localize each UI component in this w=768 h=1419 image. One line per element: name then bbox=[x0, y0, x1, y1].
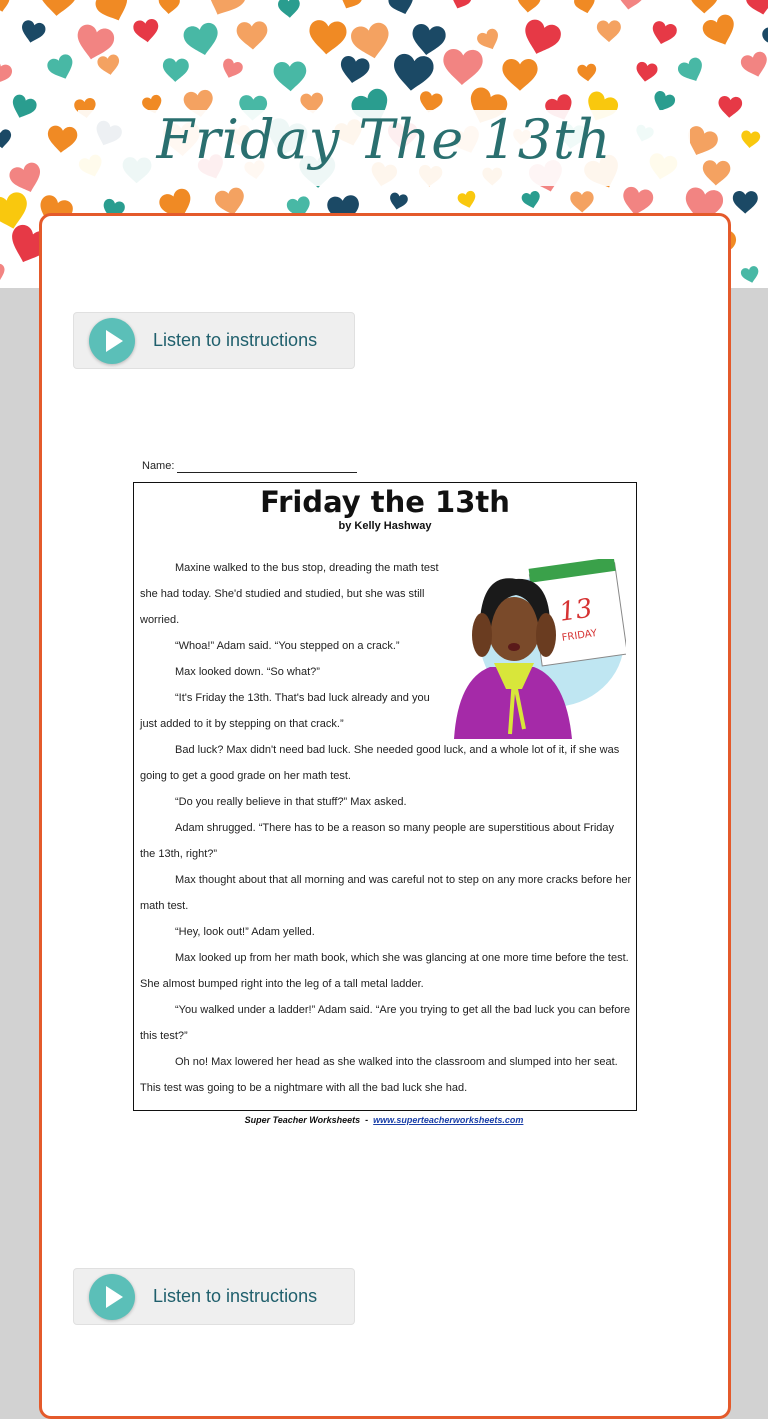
heart-icon bbox=[45, 52, 77, 83]
heart-icon bbox=[388, 192, 409, 212]
listen-instructions-button[interactable] bbox=[73, 312, 355, 369]
heart-icon bbox=[519, 17, 563, 59]
heart-icon bbox=[387, 0, 418, 18]
story-paragraph: “Whoa!” Adam said. “You stepped on a crack.” bbox=[140, 633, 440, 659]
heart-icon bbox=[19, 19, 47, 45]
heart-icon bbox=[349, 21, 393, 62]
calendar-day: FRIDAY bbox=[561, 628, 598, 644]
heart-icon bbox=[236, 21, 268, 50]
heart-icon bbox=[516, 0, 541, 14]
story-paragraph: “Do you really believe in that stuff?” Max asked. bbox=[140, 789, 632, 815]
heart-icon bbox=[457, 190, 479, 210]
heart-icon bbox=[200, 0, 249, 22]
play-icon[interactable] bbox=[89, 1274, 135, 1320]
heart-icon bbox=[0, 0, 12, 14]
story-paragraph: Max looked up from her math book, which she was glancing at one more time before the test. She almost bumped right into the leg of a tall metal ladder. bbox=[140, 945, 632, 997]
story-text bbox=[140, 555, 632, 1101]
heart-icon bbox=[38, 0, 78, 17]
heart-icon bbox=[502, 59, 537, 91]
worksheet-footer bbox=[133, 1115, 635, 1125]
heart-icon bbox=[570, 191, 594, 213]
heart-icon bbox=[336, 0, 364, 13]
heart-icon bbox=[448, 0, 473, 12]
heart-icon bbox=[615, 0, 645, 12]
heart-icon bbox=[0, 262, 8, 285]
heart-icon bbox=[133, 18, 161, 43]
story-paragraph: Oh no! Max lowered her head as she walked into the classroom and slumped into her seat. This test was going to be a nightmare with all the bad luck she had. bbox=[140, 1049, 632, 1101]
heart-icon bbox=[391, 53, 435, 93]
story-paragraph: Maxine walked to the bus stop, dreading the math test she had today. She'd studied and studied, but she was still worried. bbox=[140, 555, 440, 633]
heart-icon bbox=[93, 0, 134, 26]
listen-instructions-button[interactable] bbox=[73, 1268, 355, 1325]
play-icon[interactable] bbox=[89, 318, 135, 364]
heart-icon bbox=[162, 58, 189, 82]
heart-icon bbox=[649, 20, 678, 47]
worksheet-title: Friday the 13th bbox=[134, 485, 636, 519]
worksheet-author: by Kelly Hashway bbox=[134, 520, 636, 532]
story-paragraph: “Hey, look out!” Adam yelled. bbox=[140, 919, 632, 945]
heart-icon bbox=[700, 12, 740, 50]
story-paragraph: Max looked down. “So what?” bbox=[140, 659, 440, 685]
heart-icon bbox=[521, 190, 543, 210]
listen-label: Listen to instructions bbox=[153, 1286, 317, 1307]
heart-icon bbox=[273, 61, 307, 92]
story-paragraph: “It's Friday the 13th. That's bad luck already and you just added to it by stepping on that crack.” bbox=[140, 685, 440, 737]
heart-icon bbox=[739, 50, 768, 80]
heart-icon bbox=[158, 0, 180, 15]
heart-icon bbox=[577, 63, 598, 82]
heart-icon bbox=[442, 49, 483, 86]
heart-icon bbox=[182, 21, 222, 58]
worksheet-image bbox=[133, 482, 637, 1111]
footer-url-link[interactable]: www.superteacherworksheets.com bbox=[373, 1115, 523, 1125]
calendar-number: 13 bbox=[557, 594, 594, 628]
heart-icon bbox=[219, 57, 244, 81]
heart-icon bbox=[573, 0, 598, 16]
heart-icon bbox=[740, 265, 761, 285]
heart-icon bbox=[745, 0, 768, 17]
story-paragraph: Max thought about that all morning and was careful not to step on any more cracks before her math test. bbox=[140, 867, 632, 919]
story-paragraph: Bad luck? Max didn't need bad luck. She needed good luck, and a whole lot of it, if she was going to get a good grade on her math test. bbox=[140, 737, 632, 789]
heart-icon bbox=[410, 23, 447, 57]
heart-icon bbox=[0, 58, 14, 89]
footer-brand: Super Teacher Worksheets bbox=[245, 1115, 361, 1125]
heart-icon bbox=[338, 55, 371, 86]
name-line bbox=[177, 460, 357, 473]
story-paragraph: “You walked under a ladder!” Adam said. “Are you trying to get all the bad luck you can before this test?” bbox=[140, 997, 632, 1049]
story-paragraph: Adam shrugged. “There has to be a reason so many people are superstitious about Friday the 13th, right?” bbox=[140, 815, 632, 867]
page-title: Friday The 13th bbox=[0, 108, 768, 171]
worksheet-card bbox=[39, 213, 731, 1419]
heart-icon bbox=[97, 54, 122, 77]
heart-icon bbox=[676, 56, 708, 86]
name-label: Name: bbox=[142, 460, 174, 472]
heart-icon bbox=[475, 27, 502, 53]
heart-icon bbox=[308, 19, 348, 55]
heart-icon bbox=[733, 191, 758, 214]
heart-icon bbox=[278, 0, 301, 18]
name-field bbox=[142, 460, 357, 473]
heart-icon bbox=[690, 0, 718, 13]
footer-separator: - bbox=[365, 1115, 368, 1125]
heart-icon bbox=[635, 61, 659, 83]
heart-icon bbox=[597, 20, 621, 42]
heart-icon bbox=[760, 20, 768, 53]
listen-label: Listen to instructions bbox=[153, 330, 317, 351]
